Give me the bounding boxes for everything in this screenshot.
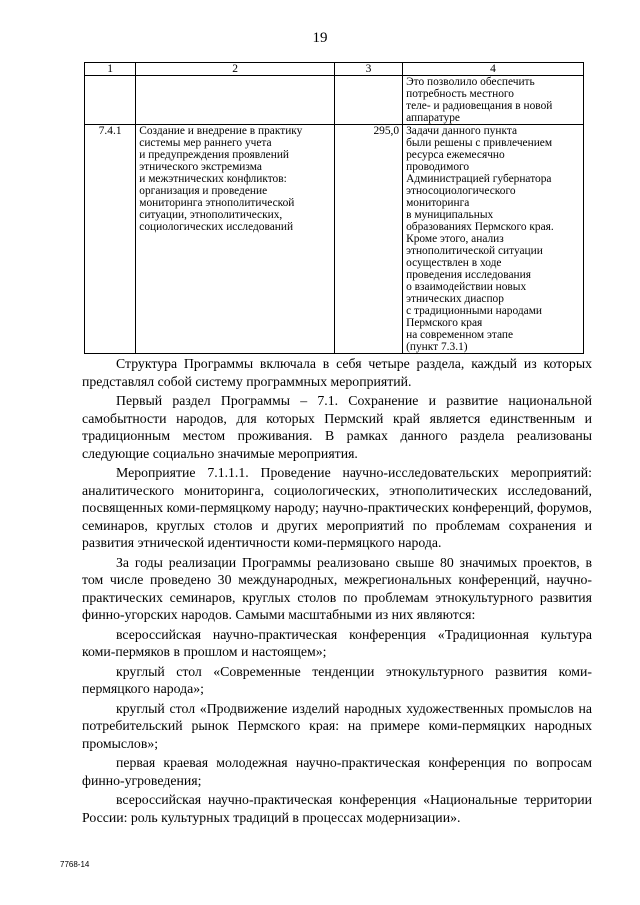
paragraph: всероссийская научно-практическая конференция «Национальные территории России: роль культурных традиций в процессах модернизации». xyxy=(82,792,592,825)
header-cell-2: 2 xyxy=(136,63,335,76)
row-result-cell xyxy=(403,125,584,354)
result-line: Администрацией губернатора xyxy=(406,173,552,185)
row-amount-cell: 295,0 xyxy=(334,125,402,354)
result-line: Это позволило обеспечить xyxy=(406,76,535,88)
result-line: проводимого xyxy=(406,161,470,173)
result-line: потребность местного xyxy=(406,88,515,100)
title-line: ситуации, этнополитических, xyxy=(139,209,283,221)
title-line: и межэтнических конфликтов: xyxy=(139,173,287,185)
title-line: мониторинга этнополитической xyxy=(139,197,295,209)
paragraph: первая краевая молодежная научно-практическая конференция по вопросам финно-угроведения; xyxy=(82,755,592,788)
result-line: с традиционными народами xyxy=(406,305,543,317)
paragraph: круглый стол «Современные тенденции этнокультурного развития коми-пермяцкого народа»; xyxy=(82,663,592,696)
row-result-cell xyxy=(403,76,584,125)
row-number-cell xyxy=(85,76,136,125)
result-line: осуществлен в ходе xyxy=(406,257,502,269)
program-table xyxy=(84,62,584,354)
header-cell-4: 4 xyxy=(403,63,584,76)
result-line: ресурса ежемесячно xyxy=(406,149,505,161)
result-line: о взаимодействии новых xyxy=(406,281,527,293)
table-header-row xyxy=(85,63,584,76)
result-line: на современном этапе xyxy=(406,329,514,341)
footer-code: 7768-14 xyxy=(60,860,90,869)
paragraph: всероссийская научно-практическая конференция «Традиционная культура коми-пермяков в прошлом и настоящем»; xyxy=(82,626,592,659)
paragraph: Структура Программы включала в себя четыре раздела, каждый из которых представлял собой систему программных мероприятий. xyxy=(82,356,592,389)
paragraph: круглый стол «Продвижение изделий народных художественных промыслов на потребительский рынок Пермского края: на примере коми-пермяцких народных промыслов»; xyxy=(82,700,592,751)
result-line: аппаратуре xyxy=(406,112,460,124)
result-line: проведения исследования xyxy=(406,269,531,281)
page-number: 19 xyxy=(312,30,328,46)
title-line: социологических исследований xyxy=(139,221,294,233)
table-row xyxy=(85,125,584,354)
header-cell-3: 3 xyxy=(334,63,402,76)
result-line: образованиях Пермского края. xyxy=(406,221,554,233)
title-line: организация и проведение xyxy=(139,185,268,197)
title-line: Создание и внедрение в практику xyxy=(139,125,303,137)
result-line: (пункт 7.3.1) xyxy=(406,341,468,353)
paragraph: Мероприятие 7.1.1.1. Проведение научно-исследовательских мероприятий: аналитического мониторинга, социологических, этнополитических исследований, посвященных коми-пермяцкому народу; научно-практических конференций, форумов, семинаров, круглых столов и других мероприятий по проблемам сохранения и развития этнической идентичности коми-пермяцкого народа. xyxy=(82,465,592,550)
result-line: Кроме этого, анализ xyxy=(406,233,504,245)
result-line: мониторинга xyxy=(406,197,470,209)
row-title-cell xyxy=(136,76,335,125)
table-row xyxy=(85,76,584,125)
result-line: этнических диаспор xyxy=(406,293,504,305)
row-amount-cell xyxy=(334,76,402,125)
result-line: Пермского края xyxy=(406,317,483,329)
row-title-cell xyxy=(136,125,335,354)
result-line: были решены с привлечением xyxy=(406,137,553,149)
body-text xyxy=(82,355,592,826)
title-line: и предупреждения проявлений xyxy=(139,149,290,161)
title-line: системы мер раннего учета xyxy=(139,137,272,149)
paragraph: Первый раздел Программы – 7.1. Сохранение и развитие национальной самобытности народов, для которых Пермский край является единственным и традиционным местом проживания. В рамках данного раздела реализованы следующие социально значимые мероприятия. xyxy=(82,393,592,461)
title-line: этнического экстремизма xyxy=(139,161,262,173)
result-line: Задачи данного пункта xyxy=(406,125,518,137)
result-line: этнополитической ситуации xyxy=(406,245,543,257)
result-line: теле- и радиовещания в новой xyxy=(406,100,553,112)
result-line: в муниципальных xyxy=(406,209,494,221)
result-line: этносоциологического xyxy=(406,185,516,197)
paragraph: За годы реализации Программы реализовано свыше 80 значимых проектов, в том числе проведено 30 международных, межрегиональных конференций, научно-практических семинаров, круглых столов по проблемам этнокультурного развития финно-угорских народов. Самыми масштабными из них являются: xyxy=(82,554,592,622)
row-number-cell: 7.4.1 xyxy=(85,125,136,354)
header-cell-1: 1 xyxy=(85,63,136,76)
